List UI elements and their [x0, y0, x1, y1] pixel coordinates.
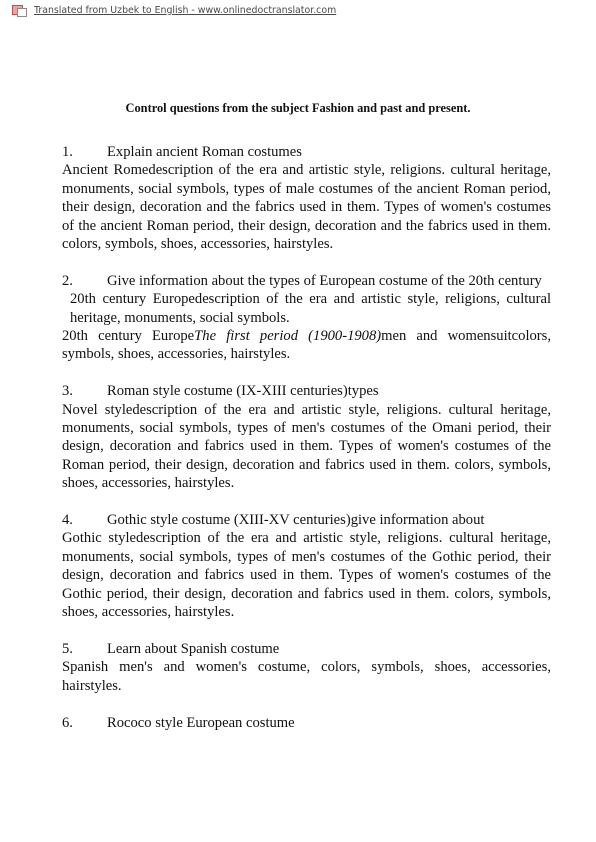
question-heading: Explain ancient Roman costumes	[107, 144, 302, 160]
question-item	[62, 640, 551, 695]
question-number: 6.	[62, 714, 73, 731]
question-heading: Roman style costume (IX-XIII centuries)types	[107, 383, 379, 400]
question-description: Gothic styledescription of the era and artistic style, religions. cultural heritage, monuments, social symbols, types of men's costumes of the Gothic period, their design, decoration and fabrics used in them. Types of women's costumes of the Gothic period, their design, decoration and fabrics used in them. colors, symbols, shoes, accessories, hairstyles.	[62, 530, 551, 621]
desc-start: 20th century Europe	[62, 328, 195, 345]
question-item	[62, 143, 551, 253]
period-label: The first period (1900-1908)	[194, 328, 382, 345]
question-heading: Give information about the types of European costume of the 20th century	[107, 272, 542, 289]
question-heading: Rococo style European costume	[107, 714, 295, 731]
question-number: 4.	[62, 512, 73, 529]
question-item	[62, 382, 551, 492]
question-number: 5.	[62, 640, 73, 657]
question-number: 3.	[62, 383, 73, 400]
question-description-2	[62, 327, 551, 364]
desc-end: men and womensuitcolors, symbols, shoes, accessories, hairstyles.	[62, 328, 551, 363]
translator-logo-icon	[12, 5, 26, 16]
document-title: Control questions from the subject Fashion and past and present.	[125, 101, 471, 115]
question-heading: Learn about Spanish costume	[107, 640, 280, 657]
question-number: 2.	[62, 272, 73, 289]
questions-list	[62, 143, 551, 750]
question-item	[62, 511, 551, 621]
translation-link[interactable]: Translated from Uzbek to English - www.onlinedoctranslator.com	[34, 5, 337, 16]
question-number: 1.	[62, 144, 73, 160]
question-item	[62, 272, 551, 364]
question-description: Ancient Romedescription of the era and artistic style, religions. cultural heritage, monuments, social symbols, types of male costumes of the ancient Roman period, their design, decoration and the fabrics used in them. Types of women's costumes of the ancient Roman period, their design, decoration and the fabrics used in them. colors, symbols, shoes, accessories, hairstyles.	[62, 162, 551, 253]
translation-banner	[12, 5, 336, 16]
question-description: Novel styledescription of the era and artistic style, religions. cultural heritage, monuments, social symbols, types of men's costumes of the Omani period, their design, decoration and fabrics used in them. Types of women's costumes of the Roman period, their design, decoration and fabrics used in them. colors, symbols, shoes, accessories, hairstyles.	[62, 401, 551, 492]
question-item	[62, 714, 551, 732]
question-description: Spanish men's and women's costume, colors, symbols, shoes, accessories, hairstyles.	[62, 659, 551, 694]
question-heading: Gothic style costume (XIII-XV centuries)give information about	[107, 512, 485, 529]
question-description: 20th century Europedescription of the era and artistic style, religions, cultural heritage, monuments, social symbols.	[70, 291, 551, 326]
